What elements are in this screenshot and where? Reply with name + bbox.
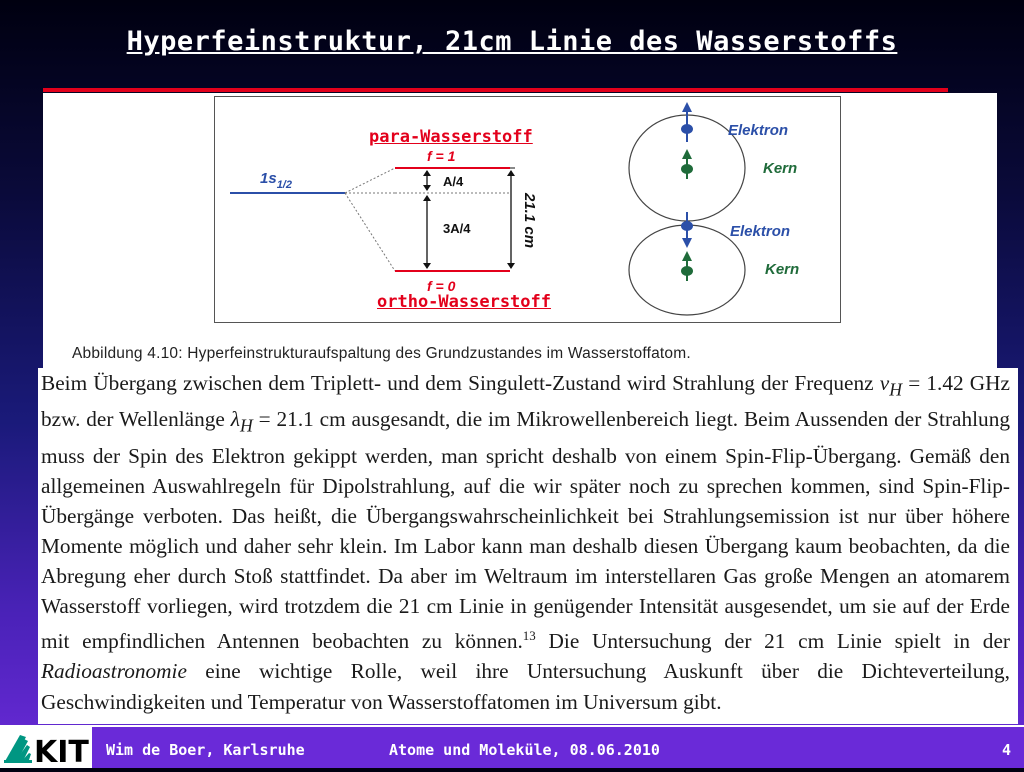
kit-logo [0,727,92,768]
a4-label: A/4 [443,174,464,189]
elektron-label-bottom: Elektron [730,223,791,240]
kern-label-bottom: Kern [765,261,800,278]
footer-course-date: Atome und Moleküle, 08.06.2010 [389,741,660,759]
electron-dot-bottom [681,221,693,231]
kit-logo-icon [0,727,92,768]
level-1s-label: $1s_{1/2}$ [260,170,292,191]
page-number: 4 [1002,741,1012,759]
footer-bar [0,727,1024,768]
connector-upper [345,168,395,193]
footer-author: Wim de Boer, Karlsruhe [106,741,305,759]
nucleus-dot-bottom [681,266,693,276]
elektron-label-top: Elektron [728,122,789,139]
kern-label-top: Kern [763,160,798,177]
electron-dot-top [681,124,693,134]
radioastronomie-term: Radioastronomie [41,659,187,684]
a34-label: 3A/4 [443,221,471,236]
nucleus-dot-top [681,164,693,174]
body-paragraph: Beim Übergang zwischen dem Triplett- und dem Singulett-Zustand wird Strahlung der Frequenz $\nu_H = 1.42$ GHz bzw. der Wellenlänge $\lambda_H = 21.1$ cm ausgesandt, die im Mikrowellenbereich liegt. Beim Aussenden der Strahlung muss der Spin des Elektron gekippt werden, man spricht deshalb von einem Spin-Flip-Übergang. Gemäß den allgemeinen Auswahlregeln für Dipolstrahlung, auf die wir später noch zu sprechen kommen, sind Spin-Flip-Übergänge verboten. Das heißt, die Übergangswahrscheinlichkeit bei Strahlungsemission ist nur über höhere Momente möglich und daher sehr klein. Im Labor kann man deshalb diesen Übergang kaum beobachten, da die Abregung eher durch Stoß stattfindet. Da aber im Weltraum im interstellaren Gas große Mengen an atomarem Wasserstoff vorliegen, wird trotzdem die 21 cm Linie in genügender Intensität ausgesendet, um sie auf der Erde mit empfindlichen Antennen beobachten zu können.$^{13}$ Die Untersuchung der 21 cm Linie spielt in der Radioastronomie eine wichtige Rolle, weil ihre Untersuchung Auskunft über die Dichteverteilung, Geschwindigkeiten und Temperatur von Wasserstoffatomen im Universum gibt. [41,371,1010,714]
f1-label: f = 1 [427,148,456,164]
para-wasserstoff-label: para-Wasserstoff [369,127,533,147]
slide-title: Hyperfeinstruktur, 21cm Linie des Wasserstoffs [126,26,898,57]
footnote-marker: 13 [522,628,536,644]
ortho-wasserstoff-label: ortho-Wasserstoff [377,292,551,312]
body-text-panel [38,368,1018,724]
figure-caption: Abbildung 4.10: Hyperfeinstrukturaufspaltung des Grundzustandes im Wasserstoffatom. [72,345,691,362]
svg-text:KIT: KIT [34,735,89,768]
title-underline-rule [43,88,948,92]
connector-lower [345,193,395,271]
wavelength-label: 21.1 cm [521,193,538,249]
f0-label: f = 0 [427,278,456,294]
